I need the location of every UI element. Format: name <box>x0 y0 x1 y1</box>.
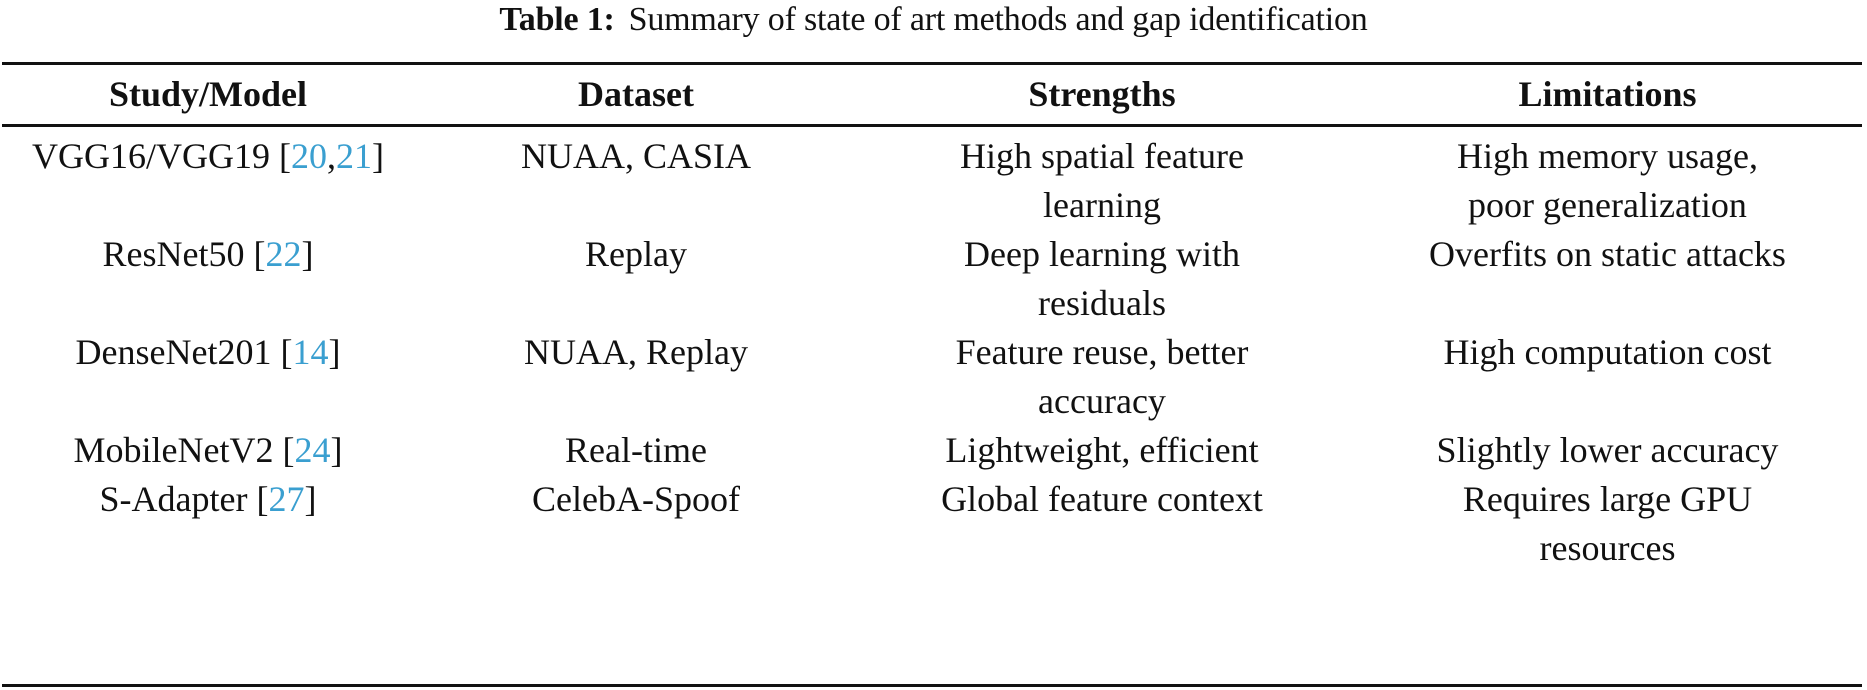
citation-link[interactable]: 27 <box>268 479 305 519</box>
limitations-cell <box>1348 230 1867 328</box>
strengths-line: residuals <box>1038 283 1166 323</box>
table-row <box>0 124 1867 230</box>
limitations-cell <box>1348 328 1867 426</box>
strengths-line: accuracy <box>1038 381 1166 421</box>
table-caption <box>0 0 1867 40</box>
strengths-cell <box>856 475 1348 573</box>
model-cell: DenseNet201 [14] <box>75 332 341 372</box>
citation-link[interactable]: 14 <box>292 332 329 372</box>
strengths-line: High spatial feature <box>960 136 1244 176</box>
strengths-cell <box>856 124 1348 230</box>
strengths-line: Deep learning with <box>964 234 1240 274</box>
strengths-line: Feature reuse, better <box>955 332 1249 372</box>
header-strengths: Strengths <box>1028 74 1176 114</box>
citation-link[interactable]: 24 <box>294 430 331 470</box>
citation-link[interactable]: 21 <box>336 136 372 176</box>
limitations-cell <box>1348 426 1867 475</box>
strengths-cell <box>856 230 1348 328</box>
header-dataset: Dataset <box>578 74 694 114</box>
model-name: MobileNetV2 <box>73 430 274 470</box>
dataset-cell: NUAA, Replay <box>524 332 748 372</box>
dataset-cell: Real-time <box>565 430 707 470</box>
strengths-line: learning <box>1043 185 1161 225</box>
table-row <box>0 328 1867 426</box>
limitations-cell <box>1348 475 1867 573</box>
caption-text: Summary of state of art methods and gap identification <box>628 1 1368 38</box>
model-cell: ResNet50 [22] <box>102 234 314 274</box>
limitations-line: Slightly lower accuracy <box>1436 430 1779 470</box>
table-row <box>0 426 1867 475</box>
dataset-cell: Replay <box>585 234 687 274</box>
model-name: VGG16/VGG19 <box>32 136 270 176</box>
model-cell: MobileNetV2 [24] <box>73 430 343 470</box>
model-name: S-Adapter <box>99 479 248 519</box>
limitations-line: Requires large GPU <box>1462 479 1753 519</box>
limitations-line: resources <box>1539 528 1676 568</box>
strengths-line: Global feature context <box>941 479 1263 519</box>
strengths-cell <box>856 328 1348 426</box>
bottom-rule <box>2 684 1862 687</box>
limitations-line: High memory usage, <box>1457 136 1758 176</box>
limitations-line: poor generalization <box>1468 185 1747 225</box>
strengths-cell <box>856 426 1348 475</box>
summary-table <box>0 65 1867 573</box>
header-study-model: Study/Model <box>108 74 308 114</box>
limitations-line: High computation cost <box>1443 332 1772 372</box>
header-row <box>0 65 1867 124</box>
limitations-line: Overfits on static attacks <box>1429 234 1786 274</box>
dataset-cell: NUAA, CASIA <box>520 136 751 176</box>
limitations-cell <box>1348 124 1867 230</box>
dataset-cell: CelebA-Spoof <box>532 479 740 519</box>
model-name: DenseNet201 <box>75 332 272 372</box>
model-name: ResNet50 <box>102 234 245 274</box>
model-cell: S-Adapter [27] <box>99 479 317 519</box>
table-row <box>0 475 1867 573</box>
model-cell: VGG16/VGG19 [20,21] <box>32 136 384 176</box>
strengths-line: Lightweight, efficient <box>945 430 1259 470</box>
citation-link[interactable]: 20 <box>291 136 327 176</box>
caption-label: Table 1: <box>499 1 615 38</box>
table-row <box>0 230 1867 328</box>
citation-link[interactable]: 22 <box>265 234 302 274</box>
header-limitations: Limitations <box>1518 74 1697 114</box>
